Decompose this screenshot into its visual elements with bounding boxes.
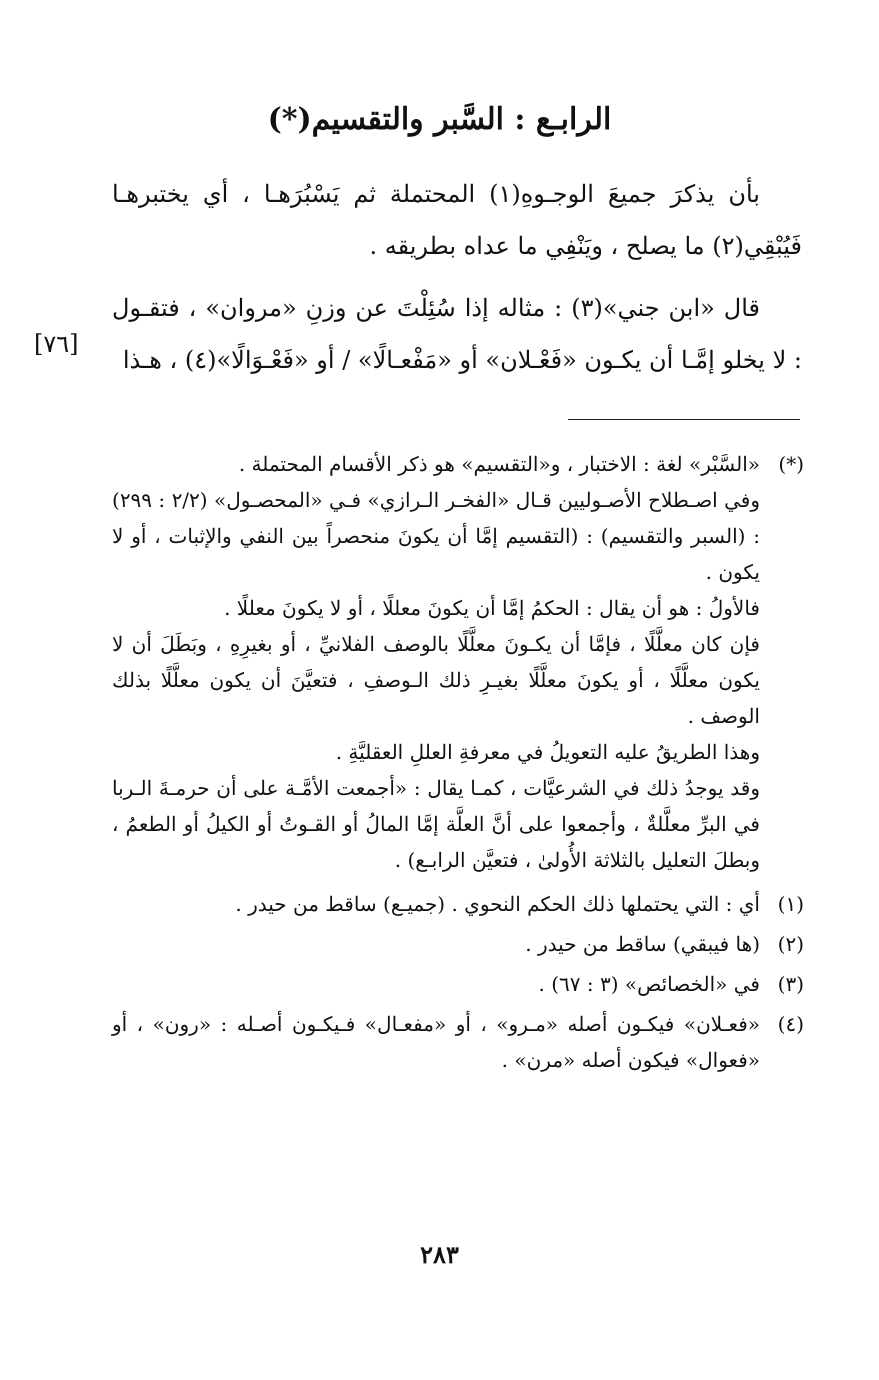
footnote-4 [112, 1006, 804, 1078]
star-note-paragraph: وهذا الطريقُ عليه التعويلُ في معرفةِ العللِ العقليَّةِ . [335, 740, 760, 764]
footnote-marker: (٢) [777, 932, 804, 956]
margin-page-reference: [٧٦] [34, 330, 79, 358]
footnote-marker: (١) [777, 892, 804, 916]
star-note-paragraph: وقد يوجدُ ذلك في الشرعيَّات ، كمـا يقال : «أجمعت الأمَّـة على أن حرمـةَ الـربا في البرِّ معلَّلةٌ ، وأجمعوا على أنَّ العلَّة إمَّا المالُ أو القـوتُ أو الكيلُ أو الطعمُ ، وبطلَ التعليل بالثلاثة الأُولىٰ ، فتعيَّن الرابـع) . [112, 776, 760, 872]
footnote-text: «فعـلان» فيكـون أصله «مـرو» ، أو «مفعـال» فـيكـون أصـله : «رون» ، أو «فعوال» فيكون أصله «مرن» . [112, 1012, 760, 1072]
footnote-text: في «الخصائص» (٣ : ٦٧) . [538, 972, 760, 996]
section-heading: الرابـع : السَّبر والتقسيم(*) [267, 102, 612, 137]
footnote-3 [112, 966, 804, 1002]
footnote-text: أي : التي يحتملها ذلك الحكم النحوي . (جميـع) ساقط من حيدر . [235, 892, 760, 916]
star-note-paragraph: فالأولُ : هو أن يقال : الحكمُ إمَّا أن يكونَ معللًا ، أو لا يكونَ معللًا . [224, 596, 760, 620]
star-note [112, 446, 804, 878]
footnote-1 [112, 886, 804, 922]
main-text [112, 168, 802, 396]
star-note-marker: (*) [778, 452, 804, 476]
footnote-marker: (٤) [777, 1012, 804, 1036]
star-note-paragraph: «السَّبْر» لغة : الاختبار ، و«التقسيم» هو ذكر الأقسام المحتملة . [238, 452, 760, 476]
star-note-paragraph: فإن كان معلَّلًا ، فإمَّا أن يكـونَ معلَّلًا بالوصف الفلانيِّ ، أو بغيرِهِ ، وبَطَلَ أن لا يكون معلَّلًا ، أو يكونَ معلَّلًا بغيـرِ ذلك الـوصفِ ، فتعيَّنَ أن يكون معلَّلًا بذلك الوصف . [112, 632, 760, 728]
main-paragraph-2: قال «ابن جني»(٣) : مثاله إذا سُئِلْتَ عن وزنِ «مروان» ، فتقـول : لا يخلو إمَّـا أن يكـون «فَعْـلان» أو «مَفْعـالًا» / أو «فَعْـوَالًا»(٤) ، هـذا [112, 294, 802, 374]
footnote-marker: (٣) [777, 972, 804, 996]
footnote-separator [568, 419, 800, 420]
page-number: ٢٨٣ [420, 1240, 459, 1269]
star-note-paragraph: وفي اصـطلاح الأصـوليين قـال «الفخـر الـرازي» فـي «المحصـول» (٢/٢ : ٢٩٩) : (السبر والتقسيم) : (التقسيم إمَّا أن يكونَ منحصراً بين النفي والإثبات ، أو لا يكون . [112, 488, 761, 584]
main-paragraph-1: بأن يذكرَ جميعَ الوجـوهِ(١) المحتملة ثم يَسْبُرَهـا ، أي يختبرهـا فَيُبْقِي(٢) ما يصلح ، ويَنْفِي ما عداه بطريقه . [112, 180, 802, 260]
footnotes-section [112, 446, 804, 1078]
footnote-2 [112, 926, 804, 962]
footnote-text: (ها فيبقي) ساقط من حيدر . [525, 932, 760, 956]
